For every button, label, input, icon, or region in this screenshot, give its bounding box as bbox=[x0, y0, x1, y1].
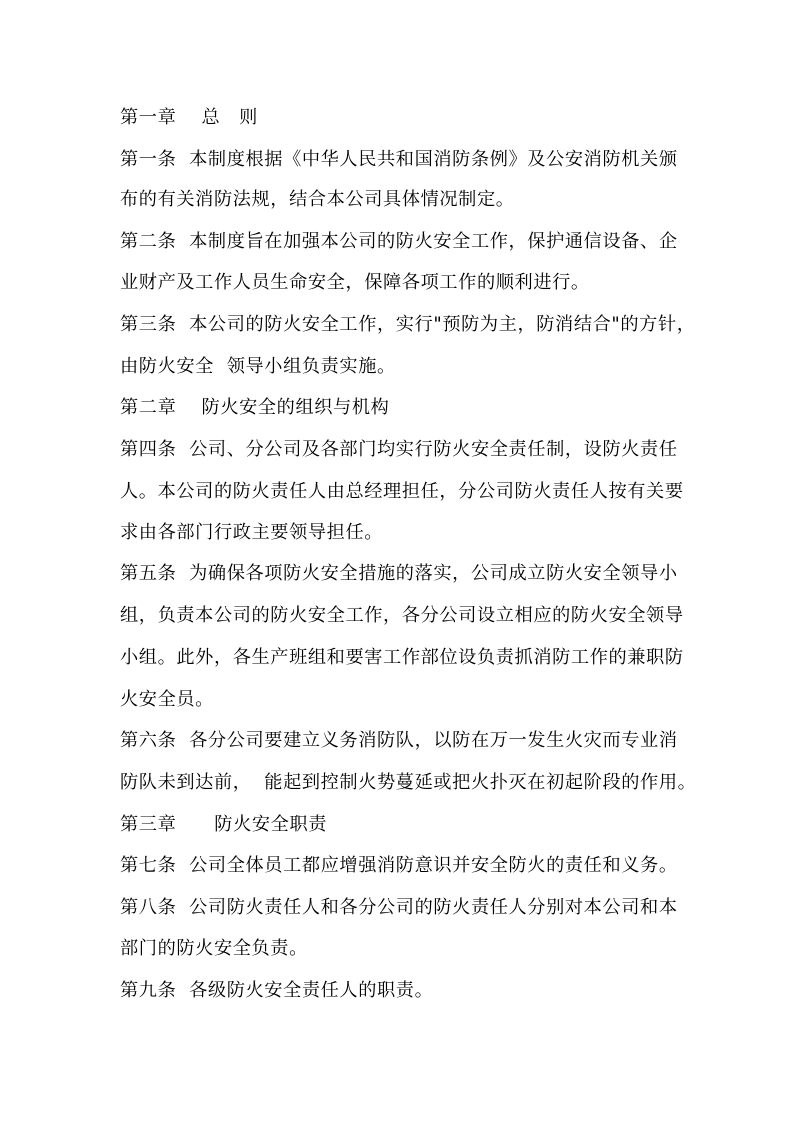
chapter-2-heading: 第二章 防火安全的组织与机构 bbox=[120, 397, 390, 418]
article-5-line-3: 小组。此外，各生产班组和要害工作部位设负责抓消防工作的兼职防 bbox=[120, 647, 684, 668]
article-5-line-1: 第五条 为确保各项防火安全措施的落实，公司成立防火安全领导小 bbox=[120, 563, 678, 584]
chapter-1-heading: 第一章 总 则 bbox=[120, 107, 258, 128]
article-2-line-2: 业财产及工作人员生命安全，保障各项工作的顺利进行。 bbox=[120, 272, 590, 293]
article-6-line-2: 防队未到达前， 能起到控制火势蔓延或把火扑灭在初起阶段的作用。 bbox=[120, 772, 697, 793]
article-8-line-2: 部门的防火安全负责。 bbox=[120, 938, 308, 959]
article-2-line-1: 第二条 本制度旨在加强本公司的防火安全工作，保护通信设备、企 bbox=[120, 231, 678, 252]
article-8-line-1: 第八条 公司防火责任人和各分公司的防火责任人分别对本公司和本 bbox=[120, 897, 678, 918]
article-4-line-1: 第四条 公司、分公司及各部门均实行防火安全责任制，设防火责任 bbox=[120, 439, 678, 460]
article-1-line-1: 第一条 本制度根据《中华人民共和国消防条例》及公安消防机关颁 bbox=[120, 149, 678, 170]
article-6-line-1: 第六条 各分公司要建立义务消防队，以防在万一发生火灾而专业消 bbox=[120, 730, 678, 751]
article-3-line-1: 第三条 本公司的防火安全工作，实行"预防为主，防消结合"的方针， bbox=[120, 314, 696, 335]
article-4-line-2: 人。本公司的防火责任人由总经理担任，分公司防火责任人按有关要 bbox=[120, 481, 684, 502]
article-9-line-1: 第九条 各级防火安全责任人的职责。 bbox=[120, 980, 434, 1001]
article-4-line-3: 求由各部门行政主要领导担任。 bbox=[120, 522, 384, 543]
article-5-line-4: 火安全员。 bbox=[120, 689, 214, 710]
article-1-line-2: 布的有关消防法规，结合本公司具体情况制定。 bbox=[120, 189, 515, 210]
article-7-line-1: 第七条 公司全体员工都应增强消防意识并安全防火的责任和义务。 bbox=[120, 855, 678, 876]
chapter-3-heading: 第三章 防火安全职责 bbox=[120, 814, 328, 835]
article-5-line-2: 组，负责本公司的防火安全工作，各分公司设立相应的防火安全领导 bbox=[120, 605, 684, 626]
article-3-line-2: 由防火安全 领导小组负责实施。 bbox=[120, 356, 396, 377]
